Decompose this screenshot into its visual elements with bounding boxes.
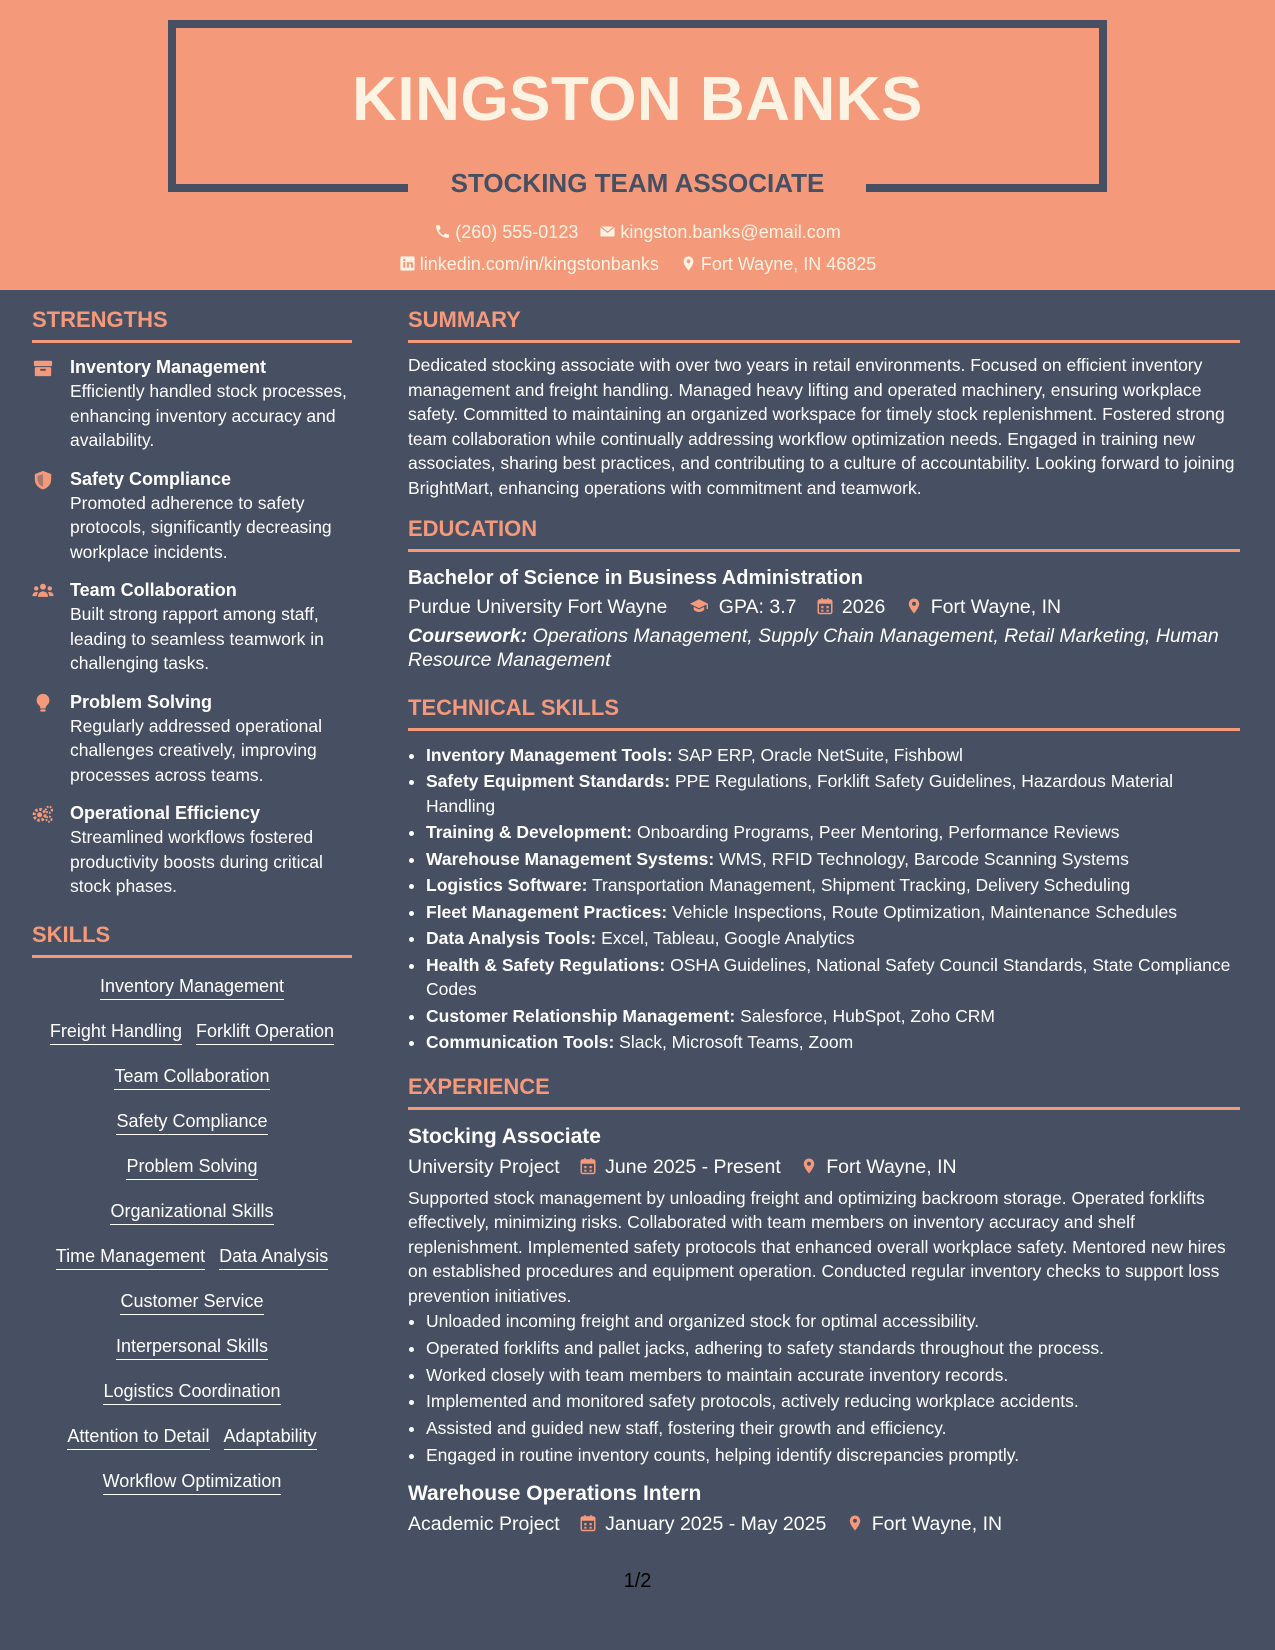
job-org: University Project bbox=[408, 1155, 560, 1178]
skill-tag: Inventory Management bbox=[100, 974, 284, 1000]
users-icon bbox=[32, 581, 54, 601]
strength-desc: Promoted adherence to safety protocols, significantly decreasing workplace incidents. bbox=[70, 492, 332, 562]
job-location-item bbox=[800, 1152, 956, 1182]
job-meta bbox=[408, 1152, 1240, 1182]
shield-icon bbox=[32, 470, 54, 490]
tech-skill-label: Customer Relationship Management: bbox=[426, 1005, 736, 1026]
map-pin-icon bbox=[846, 1514, 864, 1532]
strength-name: Team Collaboration bbox=[70, 580, 237, 600]
list-item: • Unloaded incoming freight and organized stock for optimal accessibility. bbox=[426, 1308, 1240, 1335]
coursework bbox=[408, 624, 1240, 672]
skill-tag: Safety Compliance bbox=[116, 1109, 267, 1135]
skill-row bbox=[32, 1109, 352, 1135]
gpa-text: GPA: 3.7 bbox=[718, 595, 797, 618]
skill-row bbox=[32, 1199, 352, 1225]
tech-skill-value: SAP ERP, Oracle NetSuite, Fishbowl bbox=[677, 744, 963, 765]
linkedin-icon bbox=[399, 255, 416, 272]
job-location: Fort Wayne, IN bbox=[871, 1512, 1003, 1535]
strength-item bbox=[32, 467, 352, 565]
school-name: Purdue University Fort Wayne bbox=[408, 595, 668, 618]
job-dates-item bbox=[579, 1509, 826, 1539]
skill-row bbox=[32, 1019, 352, 1045]
tech-skill-label: Logistics Software: bbox=[426, 875, 588, 896]
skills-heading: SKILLS bbox=[32, 921, 352, 958]
strength-item bbox=[32, 578, 352, 676]
gears-icon bbox=[32, 804, 54, 824]
job-entry bbox=[408, 1122, 1240, 1469]
skill-tag: Freight Handling bbox=[50, 1019, 182, 1045]
edu-location-text: Fort Wayne, IN bbox=[930, 595, 1062, 618]
list-item bbox=[426, 873, 1240, 898]
list-item: • Worked closely with team members to maintain accurate inventory records. bbox=[426, 1362, 1240, 1389]
strength-desc: Efficiently handled stock processes, enhancing inventory accuracy and availability. bbox=[70, 381, 347, 450]
tech-skill-value: Excel, Tableau, Google Analytics bbox=[601, 928, 855, 949]
job-location: Fort Wayne, IN bbox=[826, 1155, 957, 1178]
strength-desc: Regularly addressed operational challenges creatively, improving processes across teams. bbox=[70, 715, 322, 785]
map-pin-icon bbox=[800, 1157, 818, 1175]
coursework-text: Operations Management, Supply Chain Management, Retail Marketing, Human Resource Management bbox=[408, 624, 1219, 671]
strength-item bbox=[32, 355, 352, 453]
list-item: • Operated forklifts and pallet jacks, adhering to safety standards throughout the process. bbox=[426, 1335, 1240, 1362]
location-text: Fort Wayne, IN 46825 bbox=[700, 254, 877, 274]
strengths-heading: STRENGTHS bbox=[32, 306, 352, 343]
year-item bbox=[816, 592, 885, 622]
skill-tag: Organizational Skills bbox=[110, 1199, 273, 1225]
skill-row bbox=[32, 1289, 352, 1315]
education-meta bbox=[408, 592, 1240, 622]
tech-skill-value: Slack, Microsoft Teams, Zoom bbox=[619, 1032, 854, 1053]
gpa-item bbox=[687, 592, 797, 622]
email-contact[interactable] bbox=[599, 220, 840, 244]
strength-desc: Built strong rapport among staff, leading to seamless teamwork in challenging tasks. bbox=[70, 604, 324, 673]
skill-row bbox=[32, 1064, 352, 1090]
map-pin-icon bbox=[905, 597, 923, 615]
skill-tag: Time Management bbox=[56, 1244, 205, 1270]
job-bullets bbox=[408, 1308, 1240, 1469]
list-item bbox=[426, 769, 1240, 818]
skill-row bbox=[32, 1424, 352, 1450]
skill-tag: Interpersonal Skills bbox=[116, 1334, 268, 1360]
coursework-label: Coursework: bbox=[408, 624, 528, 647]
skill-tag: Problem Solving bbox=[126, 1154, 257, 1180]
phone-text: (260) 555-0123 bbox=[455, 222, 579, 242]
skill-row bbox=[32, 1334, 352, 1360]
right-column bbox=[408, 290, 1240, 1539]
list-item: • Engaged in routine inventory counts, helping identify discrepancies promptly. bbox=[426, 1442, 1240, 1469]
job-description: Supported stock management by unloading freight and optimizing backroom storage. Operated forklifts effectively, minimizing risks. Collaborated with team members on inventory accuracy and shelf replenishment. Implemented safety protocols that enhanced overall workplace safety. Mentored new hires on established procedures and equipment operation. Conducted regular inventory checks to support loss prevention initiatives. bbox=[408, 1187, 1226, 1306]
tech-skill-value: Transportation Management, Shipment Tracking, Delivery Scheduling bbox=[591, 875, 1131, 896]
job-location-item bbox=[846, 1509, 1002, 1539]
job-dates: January 2025 - May 2025 bbox=[605, 1512, 827, 1535]
job-role: Stocking Associate bbox=[408, 1124, 601, 1148]
tech-skill-label: Inventory Management Tools: bbox=[426, 744, 673, 765]
edu-location-item bbox=[905, 592, 1061, 622]
email-text: kingston.banks@email.com bbox=[620, 222, 841, 242]
experience-heading: EXPERIENCE bbox=[408, 1073, 1240, 1110]
skill-row bbox=[32, 1379, 352, 1405]
list-item: • Implemented and monitored safety protocols, actively reducing workplace accidents. bbox=[426, 1388, 1240, 1415]
tech-skill-label: Communication Tools: bbox=[426, 1032, 615, 1053]
job-dates-item bbox=[579, 1152, 781, 1182]
skill-row bbox=[32, 1154, 352, 1180]
tech-skill-label: Fleet Management Practices: bbox=[426, 901, 668, 922]
calendar-icon bbox=[579, 1514, 597, 1532]
skill-tag: Forklift Operation bbox=[196, 1019, 334, 1045]
location-contact bbox=[680, 252, 876, 276]
tech-skill-label: Safety Equipment Standards: bbox=[426, 771, 671, 792]
lightbulb-icon bbox=[32, 693, 54, 713]
contact-row-1 bbox=[0, 220, 1275, 244]
education-heading: EDUCATION bbox=[408, 515, 1240, 552]
strength-name: Safety Compliance bbox=[70, 468, 232, 489]
list-item bbox=[426, 953, 1240, 1002]
candidate-name: KINGSTON BANKS bbox=[352, 65, 923, 134]
skill-tag: Attention to Detail bbox=[67, 1424, 209, 1450]
tech-skill-value: Salesforce, HubSpot, Zoho CRM bbox=[740, 1005, 995, 1026]
tech-skill-label: Training & Development: bbox=[426, 822, 633, 843]
job-entry bbox=[408, 1479, 1240, 1539]
tech-skill-value: PPE Regulations, Forklift Safety Guidelines, Hazardous Material Handling bbox=[426, 771, 1173, 816]
summary-text: Dedicated stocking associate with over two years in retail environments. Focused on efficient inventory management and freight handling. Managed heavy lifting and operated machinery, ensuring workplace safety. Committed to maintaining an organized workspace for timely stock replenishment. Fostered strong team collaboration while continually addressing workflow optimization needs. Engaged in training new associates, sharing best practices, and contributing to a culture of accountability. Looking forward to joining BrightMart, enhancing operations with commitment and teamwork. bbox=[408, 355, 1235, 498]
list-item bbox=[426, 900, 1240, 925]
left-column bbox=[32, 290, 352, 1514]
strength-name: Problem Solving bbox=[70, 691, 213, 712]
resume-header bbox=[0, 0, 1275, 290]
list-item bbox=[426, 743, 1240, 768]
skill-row bbox=[32, 1469, 352, 1495]
technical-skills-heading: TECHNICAL SKILLS bbox=[408, 694, 1240, 731]
skills-list bbox=[32, 970, 352, 1495]
calendar-icon bbox=[579, 1157, 597, 1175]
summary-heading: SUMMARY bbox=[408, 306, 1240, 343]
page-number: 1/2 bbox=[623, 1570, 652, 1592]
strength-item bbox=[32, 801, 352, 899]
job-title: STOCKING TEAM ASSOCIATE bbox=[450, 168, 825, 198]
tech-skill-value: Onboarding Programs, Peer Mentoring, Performance Reviews bbox=[637, 822, 1120, 843]
tech-skill-label: Warehouse Management Systems: bbox=[426, 848, 715, 869]
contact-row-2 bbox=[0, 252, 1275, 276]
skill-tag: Customer Service bbox=[120, 1289, 263, 1315]
tech-skill-label: Health & Safety Regulations: bbox=[426, 954, 666, 975]
tech-skill-value: OSHA Guidelines, National Safety Council Standards, State Compliance Codes bbox=[426, 954, 1231, 1000]
envelope-icon bbox=[599, 223, 616, 240]
job-meta bbox=[408, 1509, 1240, 1539]
tech-skill-value: WMS, RFID Technology, Barcode Scanning Systems bbox=[719, 848, 1129, 869]
calendar-icon bbox=[816, 597, 834, 615]
job-org: Academic Project bbox=[408, 1512, 560, 1535]
phone-icon bbox=[434, 223, 451, 240]
box-icon bbox=[32, 358, 54, 378]
year-text: 2026 bbox=[841, 595, 886, 618]
map-pin-icon bbox=[680, 255, 697, 272]
graduation-cap-icon bbox=[687, 597, 711, 615]
skill-tag: Adaptability bbox=[224, 1424, 317, 1450]
job-dates: June 2025 - Present bbox=[605, 1155, 781, 1178]
degree: Bachelor of Science in Business Administration bbox=[408, 566, 863, 589]
strength-name: Inventory Management bbox=[70, 357, 267, 377]
strength-item bbox=[32, 690, 352, 788]
list-item bbox=[426, 926, 1240, 951]
tech-skill-value: Vehicle Inspections, Route Optimization, Maintenance Schedules bbox=[672, 901, 1177, 922]
skill-tag: Workflow Optimization bbox=[103, 1469, 282, 1495]
list-item bbox=[426, 820, 1240, 845]
skill-tag: Logistics Coordination bbox=[103, 1379, 280, 1405]
list-item bbox=[426, 1004, 1240, 1029]
strength-name: Operational Efficiency bbox=[70, 803, 261, 823]
list-item bbox=[426, 847, 1240, 872]
linkedin-contact[interactable] bbox=[399, 252, 659, 276]
strength-desc: Streamlined workflows fostered productivity boosts during critical stock phases. bbox=[70, 827, 323, 896]
skill-row bbox=[32, 1244, 352, 1270]
skill-row bbox=[32, 974, 352, 1000]
list-item: • Assisted and guided new staff, fostering their growth and efficiency. bbox=[426, 1415, 1240, 1442]
phone-contact bbox=[434, 220, 578, 244]
skill-tag: Team Collaboration bbox=[114, 1064, 269, 1090]
tech-skill-label: Data Analysis Tools: bbox=[426, 928, 597, 949]
list-item bbox=[426, 1030, 1240, 1055]
skill-tag: Data Analysis bbox=[219, 1244, 328, 1270]
job-role: Warehouse Operations Intern bbox=[408, 1481, 702, 1505]
linkedin-text: linkedin.com/in/kingstonbanks bbox=[419, 254, 659, 274]
technical-skills-list bbox=[408, 743, 1240, 1055]
